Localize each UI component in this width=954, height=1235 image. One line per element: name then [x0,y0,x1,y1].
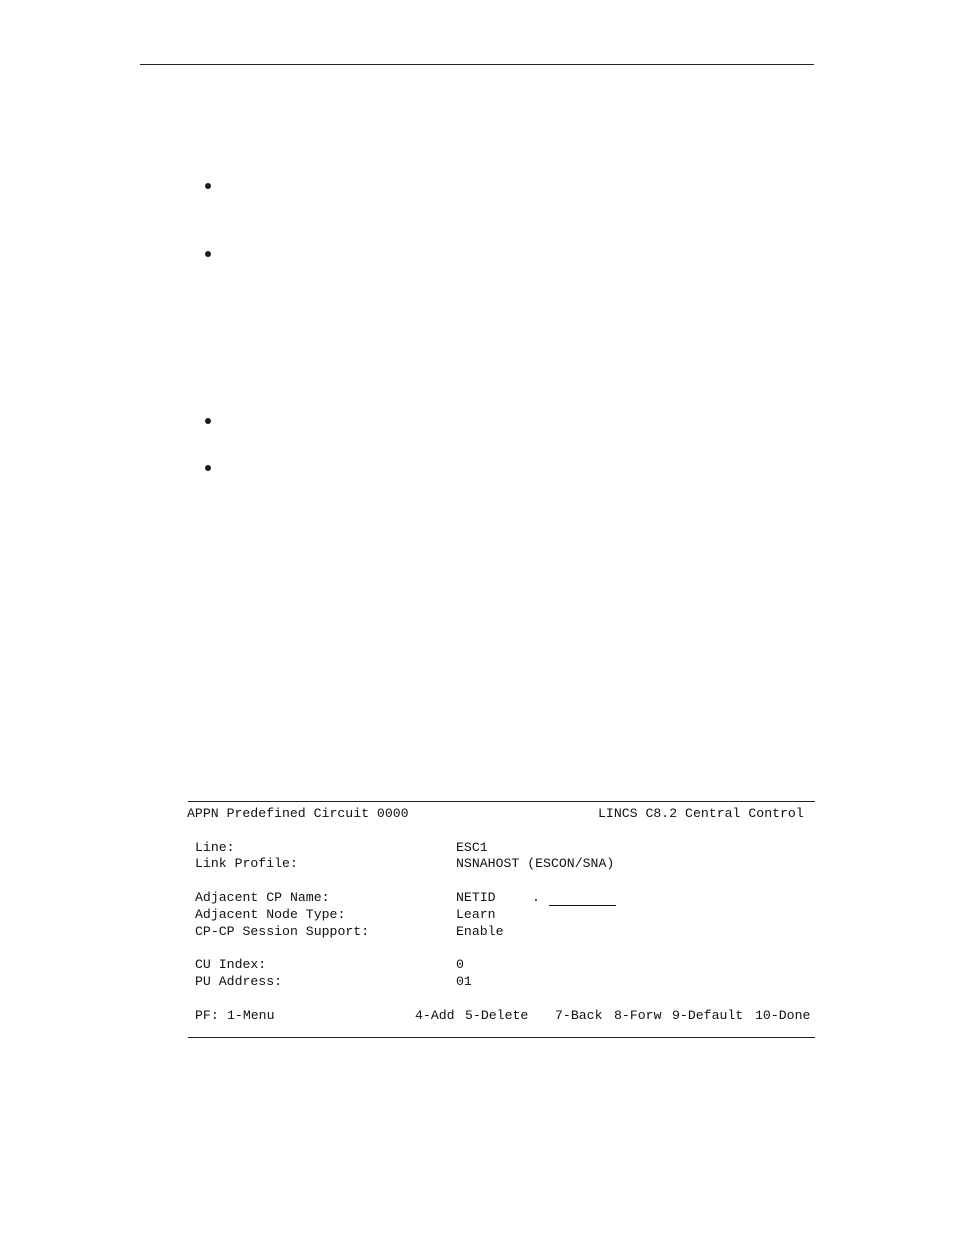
adjacent-cp-netid-field[interactable]: NETID [456,890,496,905]
screen-top-rule [188,801,815,802]
pf8-forward-key[interactable]: 8-Forw [614,1008,662,1023]
pu-address-label: PU Address: [195,974,283,989]
adjacent-node-type-value[interactable]: Learn [456,907,496,922]
cp-cp-session-support-value[interactable]: Enable [456,924,504,939]
pf7-back-key[interactable]: 7-Back [555,1008,603,1023]
adjacent-node-type-label: Adjacent Node Type: [195,907,346,922]
cu-index-value[interactable]: 0 [456,957,464,972]
page-header-rule [140,64,814,65]
link-profile-label: Link Profile: [195,856,298,871]
adjacent-cp-separator: . [532,890,540,905]
bullet-point-4 [205,465,211,471]
pf10-done-key[interactable]: 10-Done [755,1008,811,1023]
pf5-delete-key[interactable]: 5-Delete [465,1008,529,1023]
link-profile-value[interactable]: NSNAHOST (ESCON/SNA) [456,856,615,871]
cp-cp-session-support-label: CP-CP Session Support: [195,924,370,939]
bullet-point-3 [205,418,211,424]
pf9-default-key[interactable]: 9-Default [672,1008,744,1023]
bullet-point-2 [205,251,211,257]
line-label: Line: [195,840,235,855]
adjacent-cp-name-input[interactable] [549,905,616,906]
screen-title: APPN Predefined Circuit 0000 [187,806,409,821]
adjacent-cp-name-label: Adjacent CP Name: [195,890,330,905]
pu-address-value[interactable]: 01 [456,974,472,989]
cu-index-label: CU Index: [195,957,267,972]
product-name: LINCS C8.2 Central Control [598,806,804,821]
pf-keys-prefix: PF: [195,1008,219,1023]
pf4-add-key[interactable]: 4-Add [415,1008,455,1023]
bullet-point-1 [205,183,211,189]
screen-bottom-rule [188,1037,815,1038]
pf1-menu-key[interactable]: 1-Menu [227,1008,275,1023]
line-value[interactable]: ESC1 [456,840,488,855]
